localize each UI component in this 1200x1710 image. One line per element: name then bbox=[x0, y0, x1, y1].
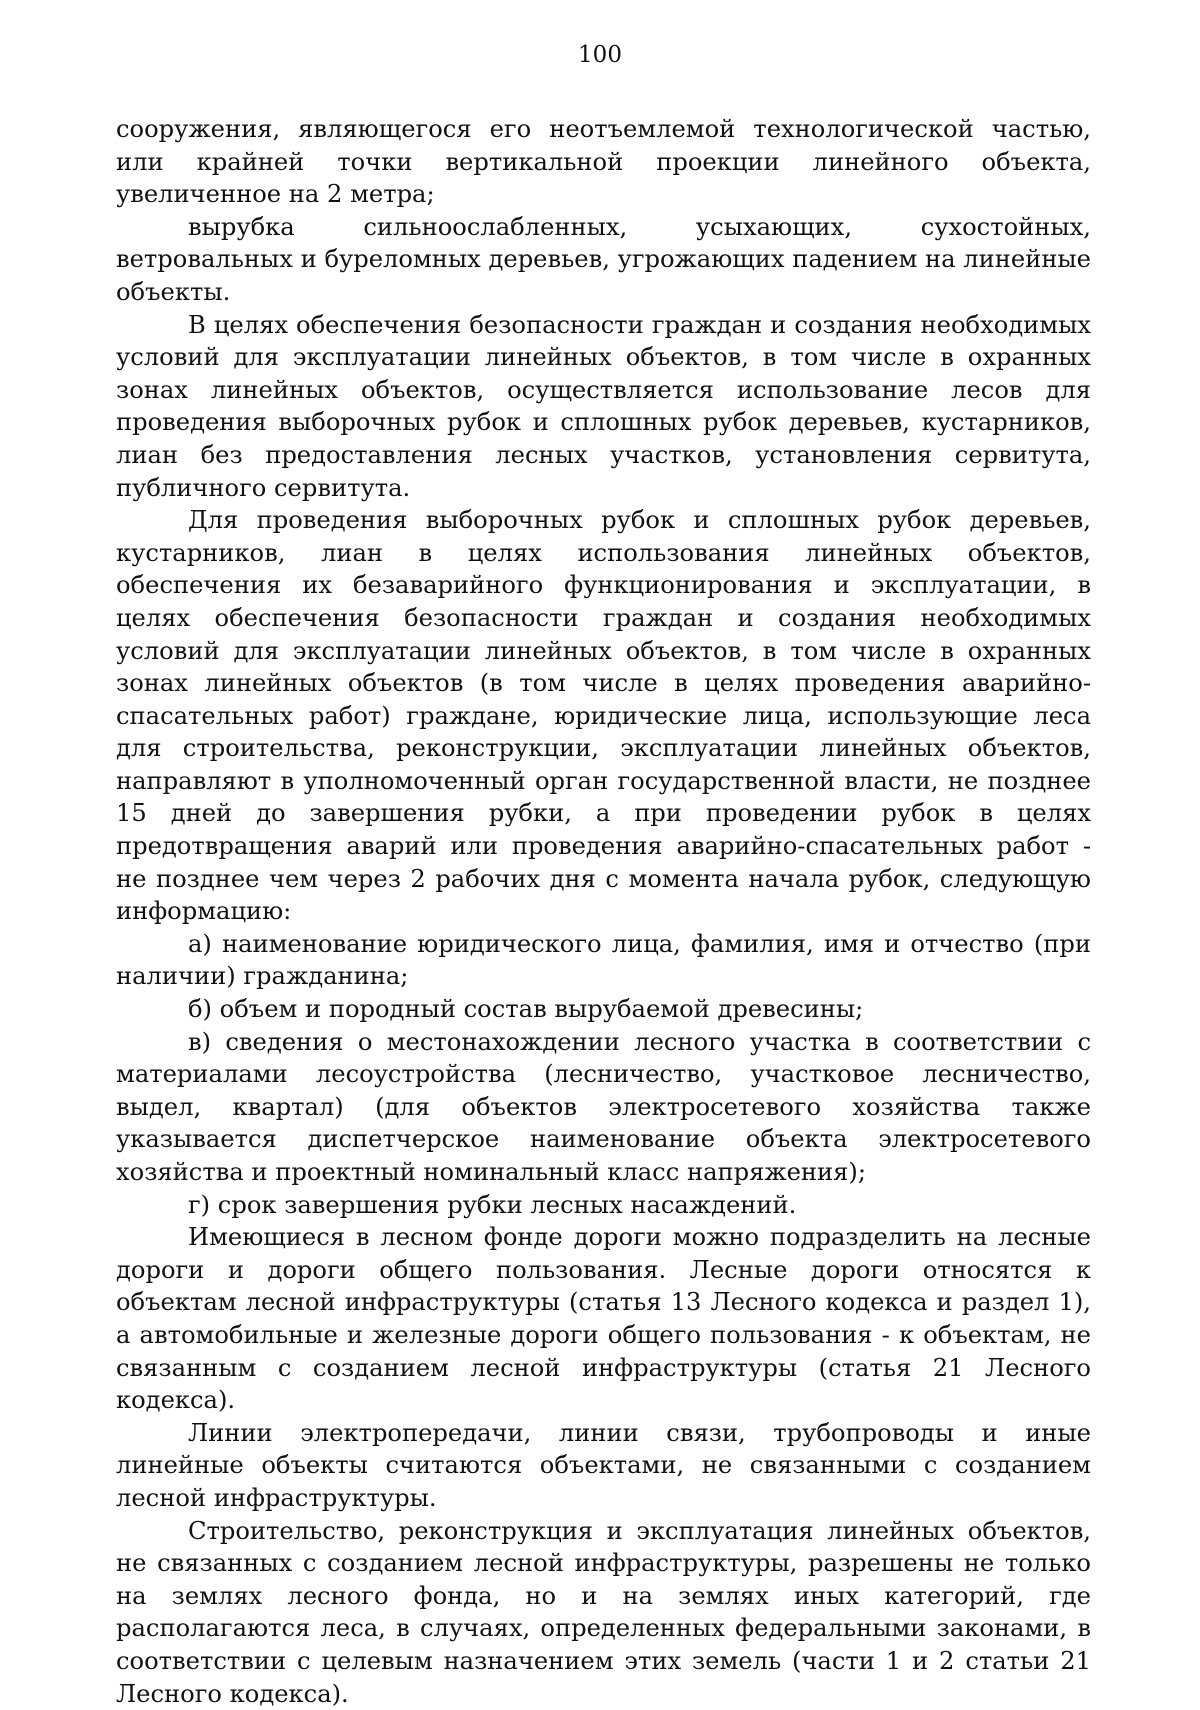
paragraph-forest-roads: Имеющиеся в лесном фонде дороги можно подразделить на лесные дороги и дороги общего пользования. Лесные дороги относятся к объектам лесной инфраструктуры (статья 13 Лесного кодекса и раздел 1), а автомобильные и железные дороги общего пользования - к объектам, не связанным с созданием лесной инфраструктуры (статья 21 Лесного кодекса). bbox=[116, 1223, 1091, 1415]
list-item-a: а) наименование юридического лица, фамилия, имя и отчество (при наличии) гражданина; bbox=[116, 929, 1091, 991]
paragraph-construction: Строительство, реконструкция и эксплуатация линейных объектов, не связанных с созданием лесной инфраструктуры, разрешены не только на землях лесного фонда, но и на землях иных категорий, где располагаются леса, в случаях, определенных федеральными законами, в соответствии с целевым назначением этих земель (части 1 и 2 статьи 21 Лесного кодекса). bbox=[116, 1516, 1091, 1708]
list-item-v: в) сведения о местонахождении лесного участка в соответствии с материалами лесоустройства (лесничество, участковое лесничество, выдел, квартал) (для объектов электросетевого хозяйства также указывается диспетчерское наименование объекта электросетевого хозяйства и проектный номинальный класс напряжения); bbox=[116, 1027, 1091, 1186]
list-item-g: г) срок завершения рубки лесных насаждений. bbox=[188, 1190, 797, 1219]
list-item-b: б) объем и породный состав вырубаемой древесины; bbox=[188, 995, 864, 1024]
paragraph-power-lines: Линии электропередачи, линии связи, трубопроводы и иные линейные объекты считаются объектами, не связанными с созданием лесной инфраструктуры. bbox=[116, 1418, 1091, 1512]
paragraph-felling-weakened-trees: вырубка сильноослабленных, усыхающих, сухостойных, ветровальных и буреломных деревьев, угрожающих падением на линейные объекты. bbox=[116, 212, 1091, 306]
paragraph-felling-information: Для проведения выборочных рубок и сплошных рубок деревьев, кустарников, лиан в целях использования линейных объектов, обеспечения их безаварийного функционирования и эксплуатации, в целях обеспечения безопасности граждан и создания необходимых условий для эксплуатации линейных объектов, в том числе в охранных зонах линейных объектов (в том числе в целях проведения аварийно-спасательных работ) граждане, юридические лица, использующие леса для строительства, реконструкции, эксплуатации линейных объектов, направляют в уполномоченный орган государственной власти, не позднее 15 дней до завершения рубки, а при проведении рубок в целях предотвращения аварий или проведения аварийно-спасательных работ - не позднее чем через 2 рабочих дня с момента начала рубок, следующую информацию: bbox=[116, 506, 1091, 926]
paragraph-continuation: сооружения, являющегося его неотъемлемой технологической частью, или крайней точки вертикальной проекции линейного объекта, увеличенное на 2 метра; bbox=[116, 115, 1091, 209]
page-number: 100 bbox=[578, 42, 622, 68]
paragraph-safety-purposes: В целях обеспечения безопасности граждан и создания необходимых условий для эксплуатации линейных объектов, в том числе в охранных зонах линейных объектов, осуществляется использование лесов для проведения выборочных рубок и сплошных рубок деревьев, кустарников, лиан без предоставления лесных участков, установления сервитута, публичного сервитута. bbox=[116, 310, 1091, 502]
document-body bbox=[116, 113, 1091, 1710]
